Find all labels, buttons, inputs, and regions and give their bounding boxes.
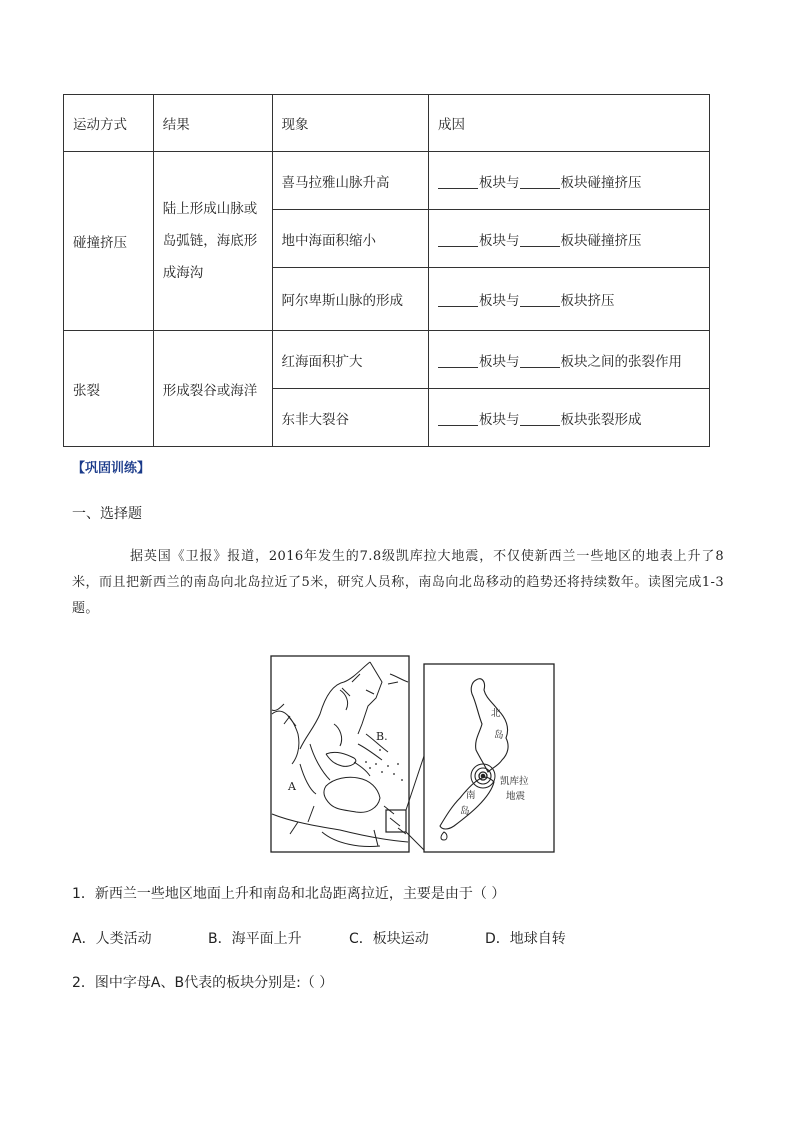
question-2: 2．图中字母A、B代表的板块分别是:（ ） <box>72 975 334 991</box>
cause-cell <box>429 331 710 389</box>
question-stem-paragraph: 据英国《卫报》报道，2016年发生的7.8级凯库拉大地震，不仅使新西兰一些地区的地表上升了8米，而且把新西兰的南岛向北岛拉近了5米，研究人员称，南岛向北岛移动的趋势还将持续数年。读图完成1-3题。 <box>72 549 724 616</box>
option-c[interactable]: C．板块运动 <box>349 931 429 947</box>
phenomenon-cell: 东非大裂谷 <box>272 389 429 447</box>
table-row <box>64 331 710 389</box>
cause-end: 板块张裂形成 <box>560 411 642 428</box>
cause-end: 板块碰撞挤压 <box>560 174 642 191</box>
kaikoura-label: 凯库拉 <box>500 776 529 787</box>
section-title: 【巩固训练】 <box>72 461 151 476</box>
kaikoura-label: 地震 <box>506 791 526 802</box>
cause-end: 板块挤压 <box>560 293 615 309</box>
epicenter-icon <box>471 764 495 788</box>
fill-blank[interactable] <box>438 292 478 307</box>
result-cell: 陆上形成山脉或岛弧链，海底形成海沟 <box>153 152 272 331</box>
mode-cell: 张裂 <box>64 331 154 447</box>
cause-mid: 板块与 <box>479 411 520 428</box>
north-island-label: 北 <box>491 708 501 719</box>
header-result: 结果 <box>153 95 272 152</box>
cause-mid: 板块与 <box>479 232 520 249</box>
fill-blank[interactable] <box>438 232 478 247</box>
cause-mid: 板块与 <box>479 293 520 309</box>
phenomenon-cell: 地中海面积缩小 <box>272 210 429 268</box>
phenomenon-cell: 喜马拉雅山脉升高 <box>272 152 429 210</box>
cause-cell <box>429 152 710 210</box>
option-d[interactable]: D．地球自转 <box>485 931 566 947</box>
cause-end: 板块之间的张裂作用 <box>560 353 683 370</box>
fill-blank[interactable] <box>438 353 478 368</box>
cause-end: 板块碰撞挤压 <box>560 232 642 249</box>
south-island-label: 南 <box>466 790 476 801</box>
north-island-label: 岛 <box>494 730 504 741</box>
label-b: B. <box>376 730 388 743</box>
table-header-row <box>64 95 710 152</box>
header-phenomenon: 现象 <box>272 95 429 152</box>
table-row <box>64 152 710 210</box>
fill-blank[interactable] <box>438 411 478 426</box>
mode-cell: 碰撞挤压 <box>64 152 154 331</box>
option-b[interactable]: B．海平面上升 <box>208 931 302 947</box>
fill-blank[interactable] <box>520 292 560 307</box>
option-a[interactable]: A．人类活动 <box>72 931 152 947</box>
fill-blank[interactable] <box>520 353 560 368</box>
fill-blank[interactable] <box>520 232 560 247</box>
cause-cell <box>429 389 710 447</box>
result-cell: 形成裂谷或海洋 <box>153 331 272 447</box>
cause-mid: 板块与 <box>479 174 520 191</box>
phenomenon-cell: 阿尔卑斯山脉的形成 <box>272 268 429 331</box>
south-island-label: 岛 <box>460 806 470 817</box>
cause-cell <box>429 210 710 268</box>
fill-blank[interactable] <box>520 411 560 426</box>
fill-blank[interactable] <box>520 174 560 189</box>
question-type-heading: 一、选择题 <box>72 506 142 522</box>
world-map-frame <box>271 656 409 852</box>
label-a: A <box>288 780 296 793</box>
fill-blank[interactable] <box>438 174 478 189</box>
question-1: 1．新西兰一些地区地面上升和南岛和北岛距离拉近，主要是由于（ ） <box>72 886 506 902</box>
cause-cell <box>429 268 710 331</box>
plate-map-figure <box>270 654 556 854</box>
header-mode: 运动方式 <box>64 95 154 152</box>
plate-motion-table <box>63 94 710 447</box>
header-cause: 成因 <box>429 95 710 152</box>
cause-mid: 板块与 <box>479 353 520 370</box>
phenomenon-cell: 红海面积扩大 <box>272 331 429 389</box>
